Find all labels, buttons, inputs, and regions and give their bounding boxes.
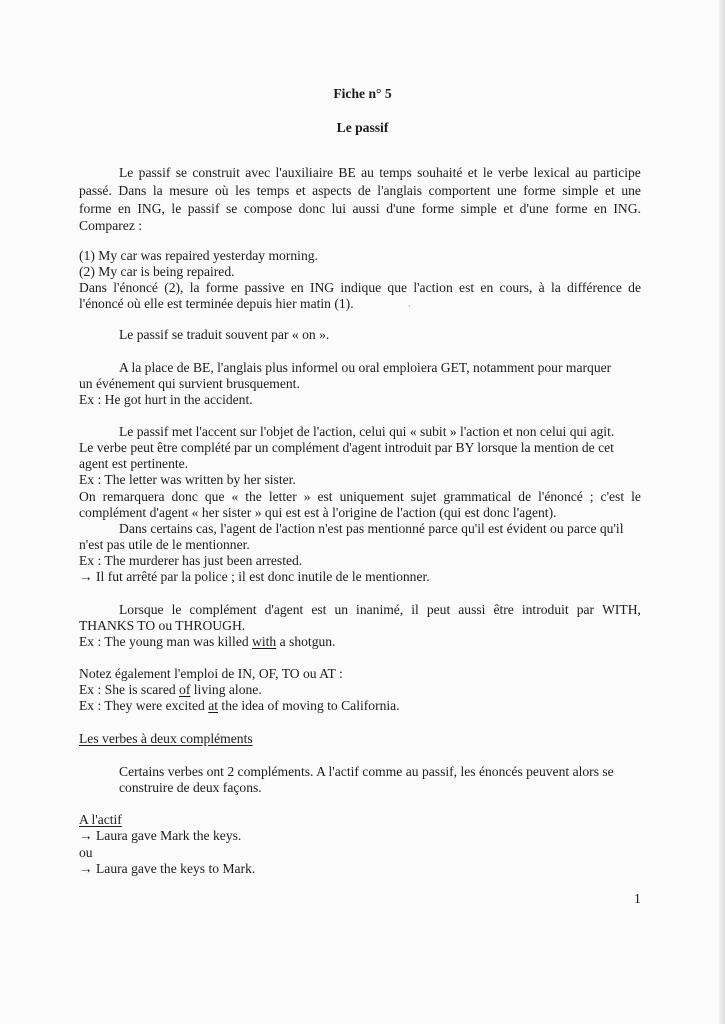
prep-example-1-start: Ex : She is scared [79, 682, 180, 697]
agent-line-9: Ex : The murderer has just been arrested. [79, 553, 303, 568]
inanimate-example-start: Ex : The young man was killed [79, 634, 253, 649]
agent-line-5: On remarquera donc que « the letter » est uniquement sujet grammatical de l'énoncé ; c'est le [79, 489, 641, 504]
active-line-1: → Laura gave Mark the keys. [79, 828, 242, 843]
prep-example-1-underlined: of [179, 682, 191, 697]
page-edge-shadow [719, 0, 725, 1024]
agent-line-10: → Il fut arrêté par la police ; il est donc inutile de le mentionner. [79, 569, 430, 584]
section-heading: Les verbes à deux compléments [79, 731, 253, 746]
prep-line-1: Notez également l'emploi de IN, OF, TO ou AT : [79, 666, 343, 681]
example-line-3: Dans l'énoncé (2), la forme passive en ING indique que l'action est en cours, à la différence de [79, 280, 641, 295]
active-line-2: → Laura gave the keys to Mark. [79, 861, 256, 876]
example-line-2: (2) My car is being repaired. [79, 264, 235, 279]
inanimate-example-underlined: with [252, 634, 277, 649]
prep-example-1 [79, 682, 262, 698]
example-line-1: (1) My car was repaired yesterday morning. [79, 248, 318, 263]
two-comp-line-2: construire de deux façons. [119, 780, 262, 795]
scan-speck: ` [408, 304, 411, 314]
prep-example-2-start: Ex : They were excited [79, 698, 209, 713]
prep-example-1-end: living alone. [190, 682, 262, 697]
page-subtitle: Le passif [336, 120, 389, 135]
get-line-1: A la place de BE, l'anglais plus informel ou oral emploiera GET, notamment pour marquer [119, 360, 612, 375]
agent-line-2: Le verbe peut être complété par un complément d'agent introduit par BY lorsque la mention de cet [79, 440, 614, 455]
get-line-2: un événement qui survient brusquement. [79, 376, 300, 391]
agent-line-1: Le passif met l'accent sur l'objet de l'action, celui qui « subit » l'action et non celui qui agit. [119, 424, 615, 439]
active-or: ou [79, 845, 93, 860]
intro-line-2: passé. Dans la mesure où les temps et aspects de l'anglais comportent une forme simple et une [79, 183, 641, 198]
agent-line-8: n'est pas utile de le mentionner. [79, 537, 250, 552]
agent-line-3: agent est pertinente. [79, 456, 189, 471]
intro-line-4: Comparez : [79, 218, 143, 233]
page-title: Fiche n° 5 [333, 86, 392, 101]
agent-line-7: Dans certains cas, l'agent de l'action n'est pas mentionné parce qu'il est évident ou parce qu'il [119, 521, 624, 536]
intro-line-1: Le passif se construit avec l'auxiliaire BE au temps souhaité et le verbe lexical au participe [119, 165, 641, 180]
inanimate-line-1: Lorsque le complément d'agent est un inanimé, il peut aussi être introduit par WITH, [119, 602, 641, 617]
agent-line-4: Ex : The letter was written by her sister. [79, 472, 296, 487]
inanimate-example [79, 634, 336, 650]
prep-example-2-underlined: at [208, 698, 219, 713]
example-line-4: l'énoncé où elle est terminée depuis hier matin (1). [79, 296, 354, 311]
on-line: Le passif se traduit souvent par « on ». [119, 327, 330, 342]
inanimate-line-2: THANKS TO ou THROUGH. [79, 618, 246, 633]
prep-example-2 [79, 698, 400, 714]
inanimate-example-end: a shotgun. [276, 634, 336, 649]
page-number: 1 [634, 891, 641, 906]
get-line-3: Ex : He got hurt in the accident. [79, 392, 253, 407]
two-comp-line-1: Certains verbes ont 2 compléments. A l'actif comme au passif, les énoncés peuvent alors se [119, 764, 614, 779]
active-heading: A l'actif [79, 812, 122, 827]
agent-line-6: complément d'agent « her sister » qui est est à l'origine de l'action (qui est donc l'agent). [79, 505, 557, 520]
prep-example-2-end: the idea of moving to California. [218, 698, 400, 713]
intro-line-3: forme en ING, le passif se compose donc lui aussi d'une forme simple et d'une forme en ING. [79, 201, 641, 216]
